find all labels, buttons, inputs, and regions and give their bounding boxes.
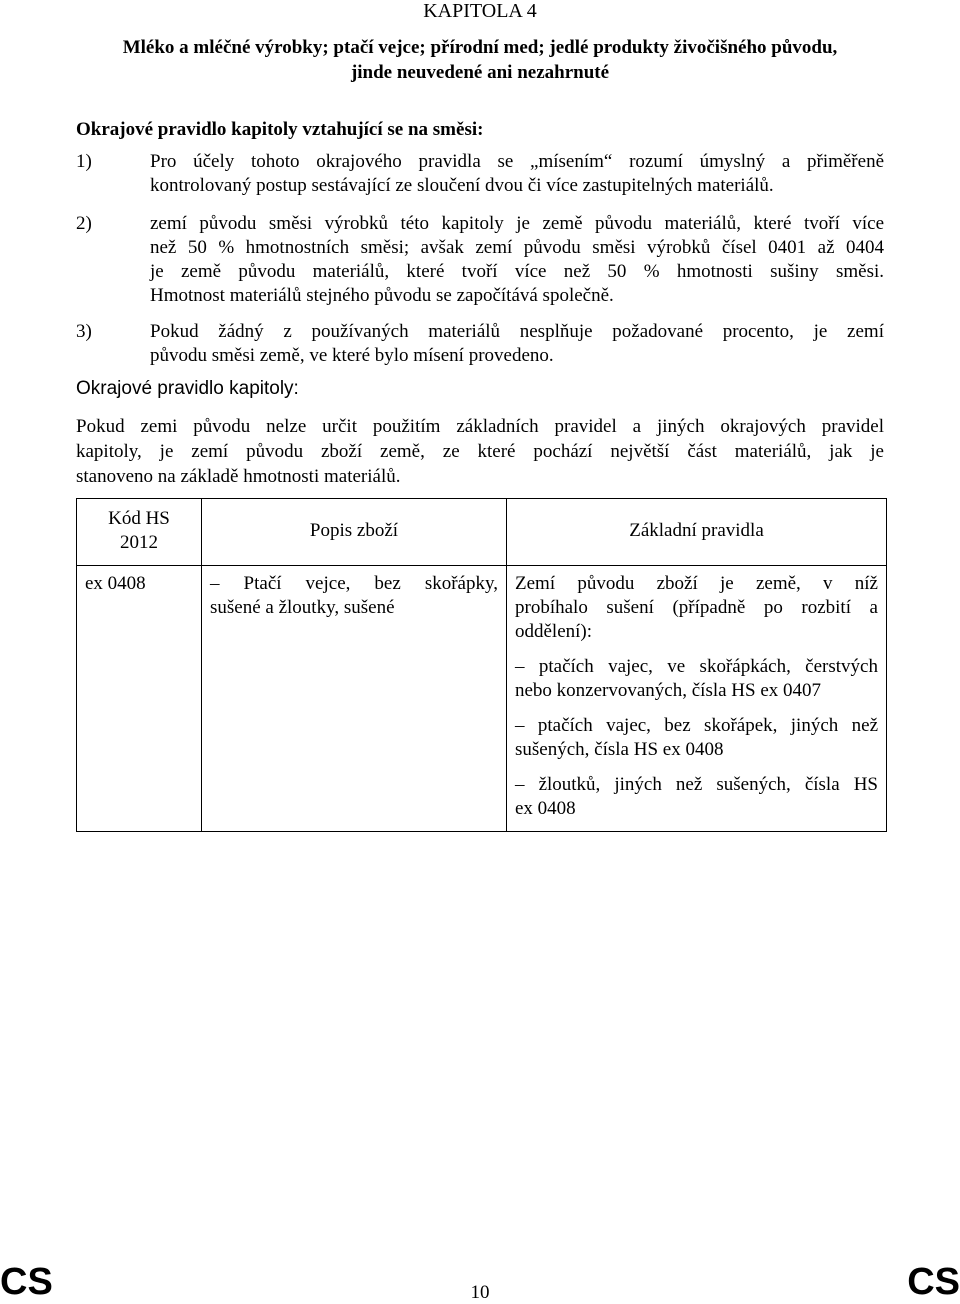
mixture-rules-heading: Okrajové pravidlo kapitoly vztahující se na směsi: [76, 119, 484, 140]
rule-paragraph [515, 773, 878, 821]
text-line: – ptačích vajec, ve skořápkách, čerstvých [515, 656, 878, 677]
header-hs-code-year: 2012 [120, 532, 158, 553]
text-line: probíhalo sušení (případně po rozbití a [515, 597, 878, 618]
text-line: – ptačích vajec, bez skořápek, jiných než [515, 715, 878, 736]
text-line: Pokud zemi původu nelze určit použitím základních pravidel a jiných okrajových pravidel [76, 416, 884, 437]
rule-paragraph [515, 572, 878, 644]
chapter-title [60, 35, 900, 85]
text-line: oddělení): [515, 621, 593, 642]
chapter-rule-text [76, 415, 884, 489]
text-line: stanoveno na základě hmotnosti materiálů. [76, 466, 401, 487]
text-line: zemí původu směsi výrobků této kapitoly je země původu materiálů, které tvoří více [150, 213, 884, 234]
item-number: 3) [76, 321, 92, 342]
text-line: Pokud žádný z používaných materiálů nesplňuje požadované procento, je zemí [150, 321, 884, 342]
language-code-left: CS [0, 1261, 53, 1303]
table-header-row [77, 499, 887, 566]
chapter-rule-heading: Okrajové pravidlo kapitoly: [76, 378, 299, 399]
text-line: kontrolovaný postup sestávající ze sloučení dvou či více zastupitelných materiálů. [150, 175, 774, 196]
header-rules: Základní pravidla [507, 499, 887, 566]
text-line: – žloutků, jiných než sušených, čísla HS [515, 774, 878, 795]
text-line: ex 0408 [515, 798, 576, 819]
item-number: 2) [76, 213, 92, 234]
item-number: 1) [76, 151, 92, 172]
cell-hs-code: ex 0408 [77, 566, 202, 832]
header-description: Popis zboží [202, 499, 507, 566]
text-line: Zemí původu zboží je země, v níž [515, 573, 878, 594]
rules-table [76, 498, 887, 832]
text-line: – Ptačí vejce, bez skořápky, [210, 573, 498, 594]
chapter-title-line: jinde neuvedené ani nezahrnuté [350, 62, 610, 83]
text-line: než 50 % hmotnostních směsi; avšak zemí původu směsi výrobků čísel 0401 až 0404 [150, 237, 884, 258]
header-hs-code-line: Kód HS [108, 508, 170, 529]
language-code-right: CS [907, 1261, 960, 1303]
text-line: kapitoly, je zemí původu zboží země, ze které pochází největší část materiálů, jak je [76, 441, 884, 462]
text-line: nebo konzervovaných, čísla HS ex 0407 [515, 680, 822, 701]
text-line: původu směsi země, ve které bylo mísení provedeno. [150, 345, 554, 366]
mixture-rule-item [150, 212, 884, 308]
cell-description [202, 566, 507, 832]
chapter-title-line: Mléko a mléčné výrobky; ptačí vejce; přírodní med; jedlé produkty živočišného původu, [122, 37, 838, 58]
mixture-rule-item [150, 150, 884, 198]
mixture-rule-item [150, 320, 884, 368]
text-line: je země původu materiálů, které tvoří více než 50 % hmotnosti sušiny směsi. [150, 261, 884, 282]
header-hs-code [77, 499, 202, 566]
text-line: Hmotnost materiálů stejného původu se započítává společně. [150, 285, 614, 306]
text-line: sušených, čísla HS ex 0408 [515, 739, 724, 760]
chapter-label: KAPITOLA 4 [423, 0, 537, 22]
text-line: sušené a žloutky, sušené [210, 597, 395, 618]
rule-paragraph [515, 655, 878, 703]
text-line: Pro účely tohoto okrajového pravidla se „mísením“ rozumí úmyslný a přiměřeně [150, 151, 884, 172]
cell-rules [507, 566, 887, 832]
table-row [77, 566, 887, 832]
page-number: 10 [470, 1282, 490, 1303]
rule-paragraph [515, 714, 878, 762]
